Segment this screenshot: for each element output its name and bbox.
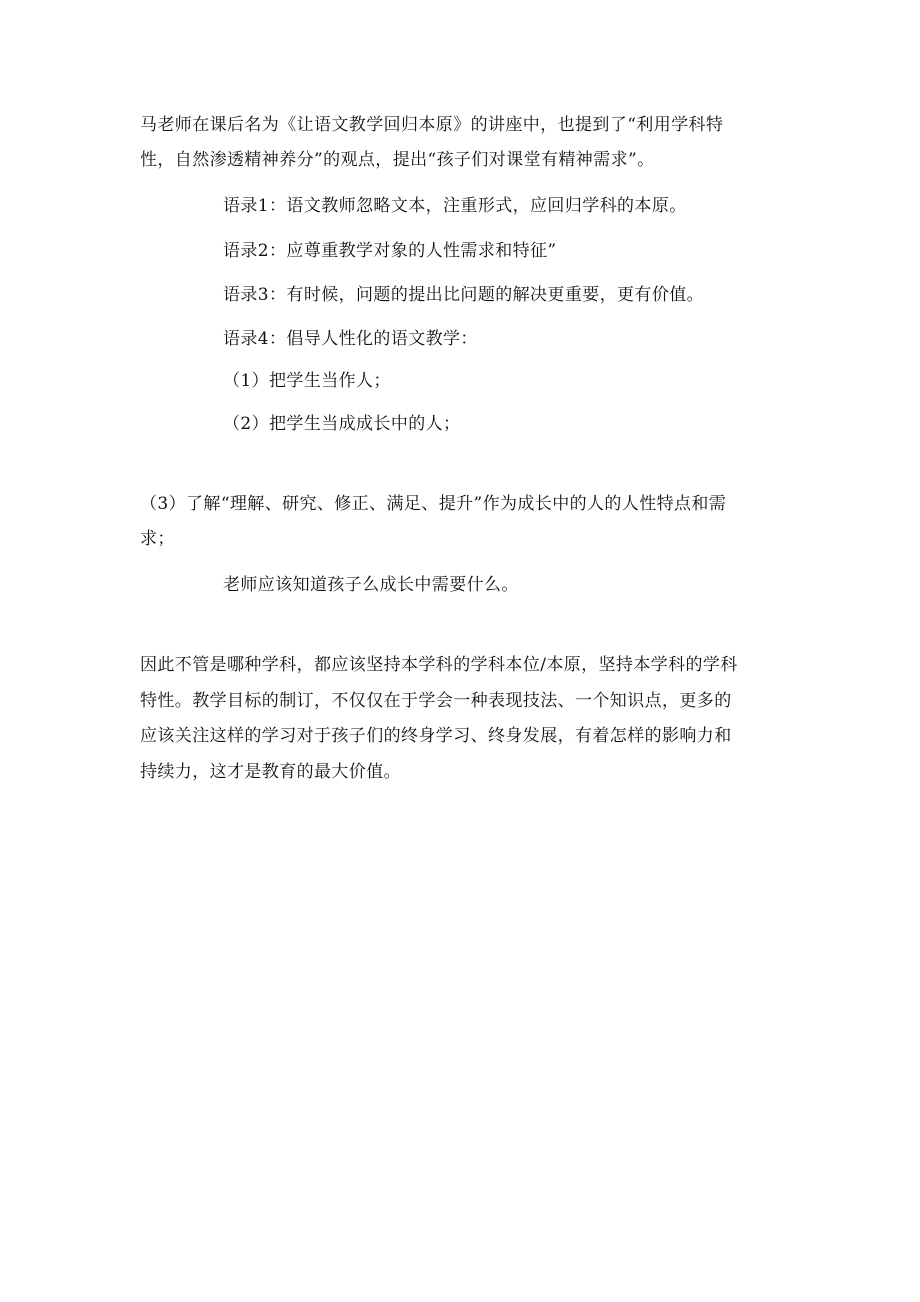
conclusion-line-4: 持续力，这才是教育的最大价值。 [140, 762, 401, 782]
conclusion-line-3: 应该关注这样的学习对于孩子们的终身学习、终身发展，有着怎样的影响力和 [140, 726, 732, 746]
list-item-1: （1）把学生当作人； [223, 371, 391, 391]
intro-line-1: 马老师在课后名为《让语文教学回归本原》的讲座中，也提到了“利用学科特 [140, 115, 724, 135]
list-item-3-line-2: 求； [140, 529, 175, 549]
quote-4: 语录4：倡导人性化的语文教学： [223, 329, 478, 349]
teacher-note: 老师应该知道孩子么成长中需要什么。 [223, 575, 519, 595]
quote-1: 语录1：语文教师忽略文本，注重形式，应回归学科的本原。 [223, 196, 687, 216]
quote-2: 语录2：应尊重教学对象的人性需求和特征” [223, 241, 557, 261]
list-item-2: （2）把学生当成成长中的人； [223, 414, 461, 434]
list-item-3-line-1: （3）了解“理解、研究、修正、满足、提升”作为成长中的人的人性特点和需 [140, 494, 727, 514]
conclusion-line-1: 因此不管是哪种学科，都应该坚持本学科的学科本位/本原，坚持本学科的学科 [140, 655, 738, 675]
quote-3: 语录3：有时候，问题的提出比问题的解决更重要，更有价值。 [223, 285, 705, 305]
intro-line-2: 性，自然渗透精神养分”的观点，提出“孩子们对课堂有精神需求”。 [140, 150, 655, 170]
conclusion-line-2: 特性。教学目标的制订，不仅仅在于学会一种表现技法、一个知识点，更多的 [140, 691, 732, 711]
